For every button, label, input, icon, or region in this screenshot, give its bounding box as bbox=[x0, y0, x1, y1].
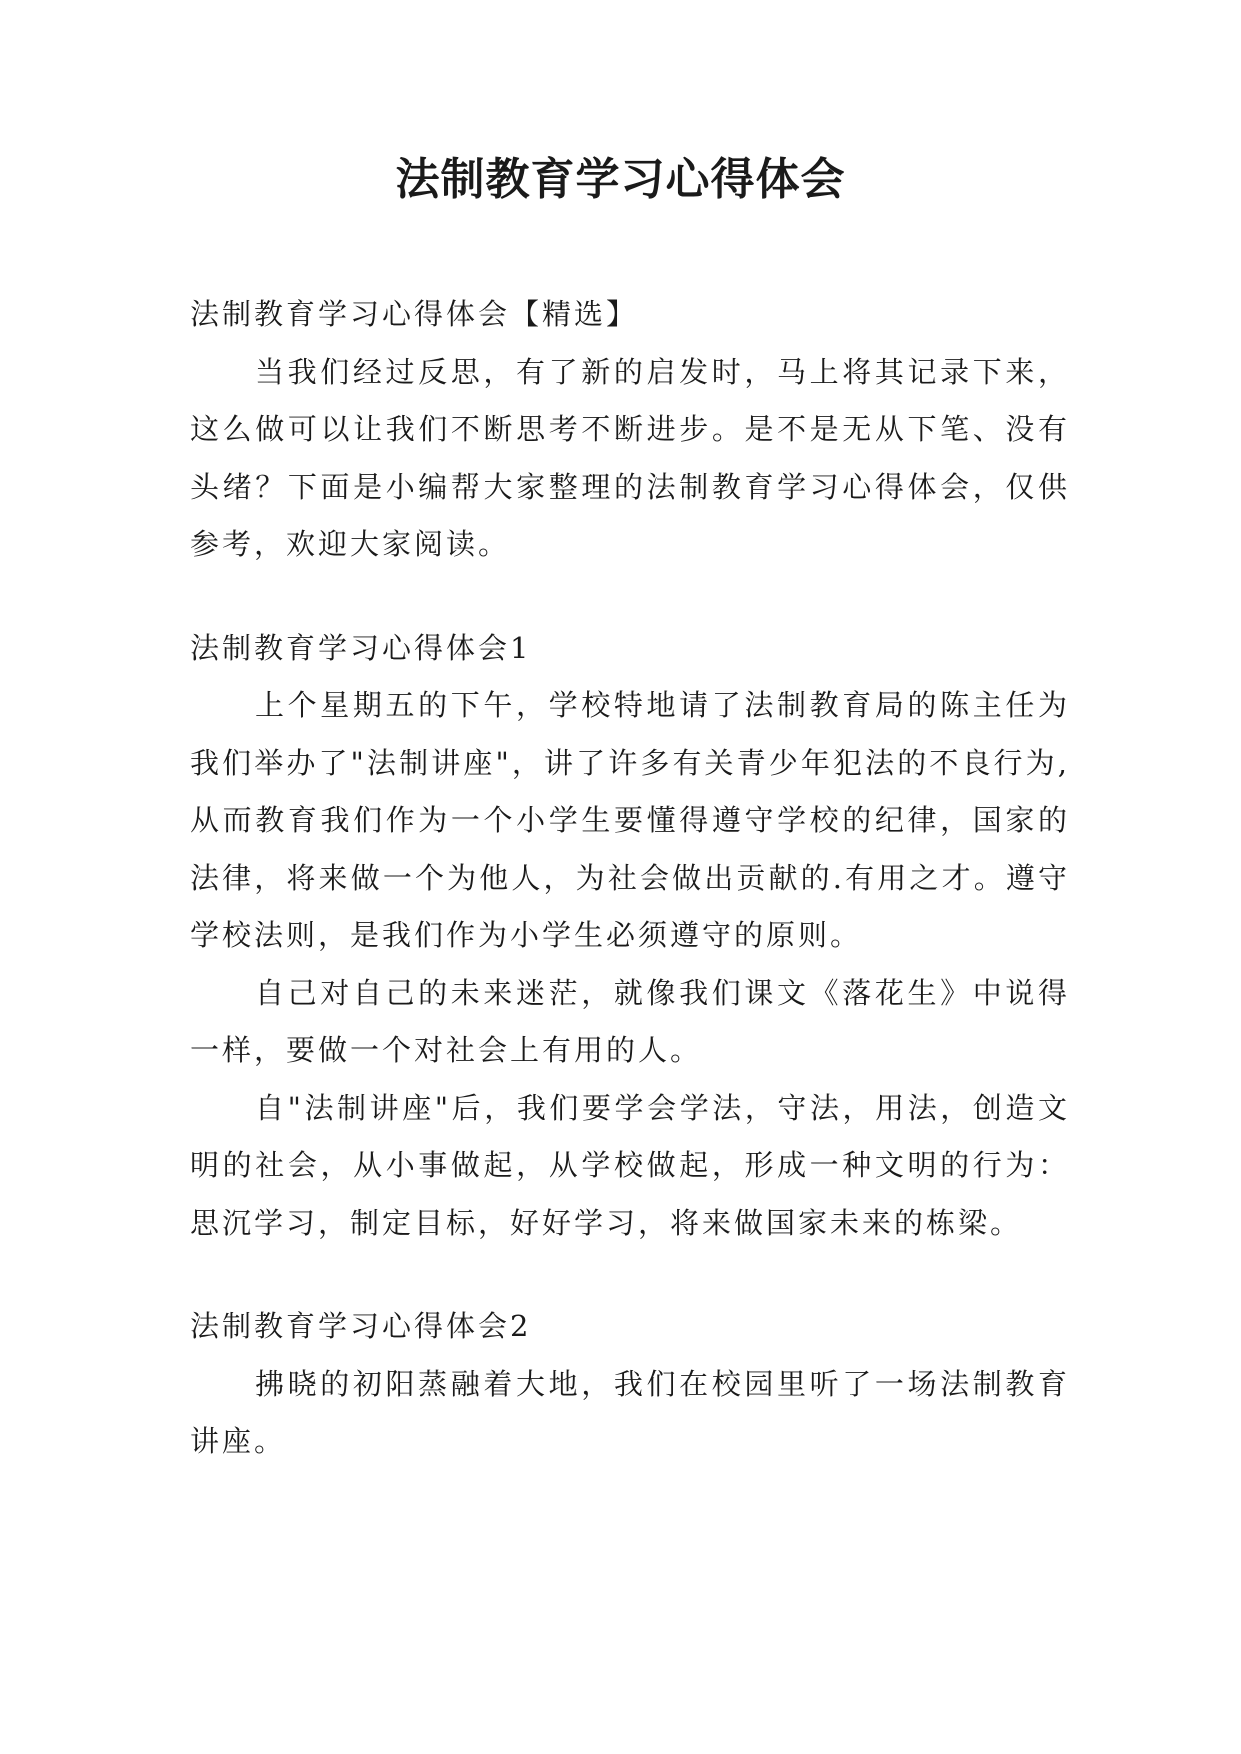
section-1-heading: 法制教育学习心得体会1 bbox=[190, 630, 532, 665]
document-title: 法制教育学习心得体会 bbox=[395, 154, 846, 205]
intro-heading: 法制教育学习心得体会【精选】 bbox=[190, 297, 639, 331]
section-1-paragraph-3: 自"法制讲座"后，我们要学会学法，守法，用法，创造文明的社会，从小事做起，从学校做起，形成一种文明的行为：思沉学习，制定目标，好好学习，将来做国家未来的栋梁。 bbox=[190, 1090, 1070, 1240]
section-1-paragraph-2: 自己对自己的未来迷茫，就像我们课文《落花生》中说得一样，要做一个对社会上有用的人。 bbox=[190, 975, 1070, 1067]
section-spacer bbox=[190, 574, 1070, 620]
section-spacer bbox=[190, 1252, 1070, 1298]
section-2-paragraph-1: 拂晓的初阳蒸融着大地，我们在校园里听了一场法制教育讲座。 bbox=[190, 1366, 1070, 1458]
intro-paragraph: 当我们经过反思，有了新的启发时，马上将其记录下来，这么做可以让我们不断思考不断进步。是不是无从下笔、没有头绪？下面是小编帮大家整理的法制教育学习心得体会，仅供参考，欢迎大家阅读。 bbox=[190, 354, 1070, 561]
section-1-paragraph-1: 上个星期五的下午，学校特地请了法制教育局的陈主任为我们举办了"法制讲座"，讲了许多有关青少年犯法的不良行为,从而教育我们作为一个小学生要懂得遵守学校的纪律，国家的法律，将来做一个为他人，为社会做出贡献的.有用之才。遵守学校法则，是我们作为小学生必须遵守的原则。 bbox=[190, 688, 1070, 952]
section-2-heading: 法制教育学习心得体会2 bbox=[190, 1309, 532, 1343]
document-body bbox=[190, 286, 1070, 1471]
